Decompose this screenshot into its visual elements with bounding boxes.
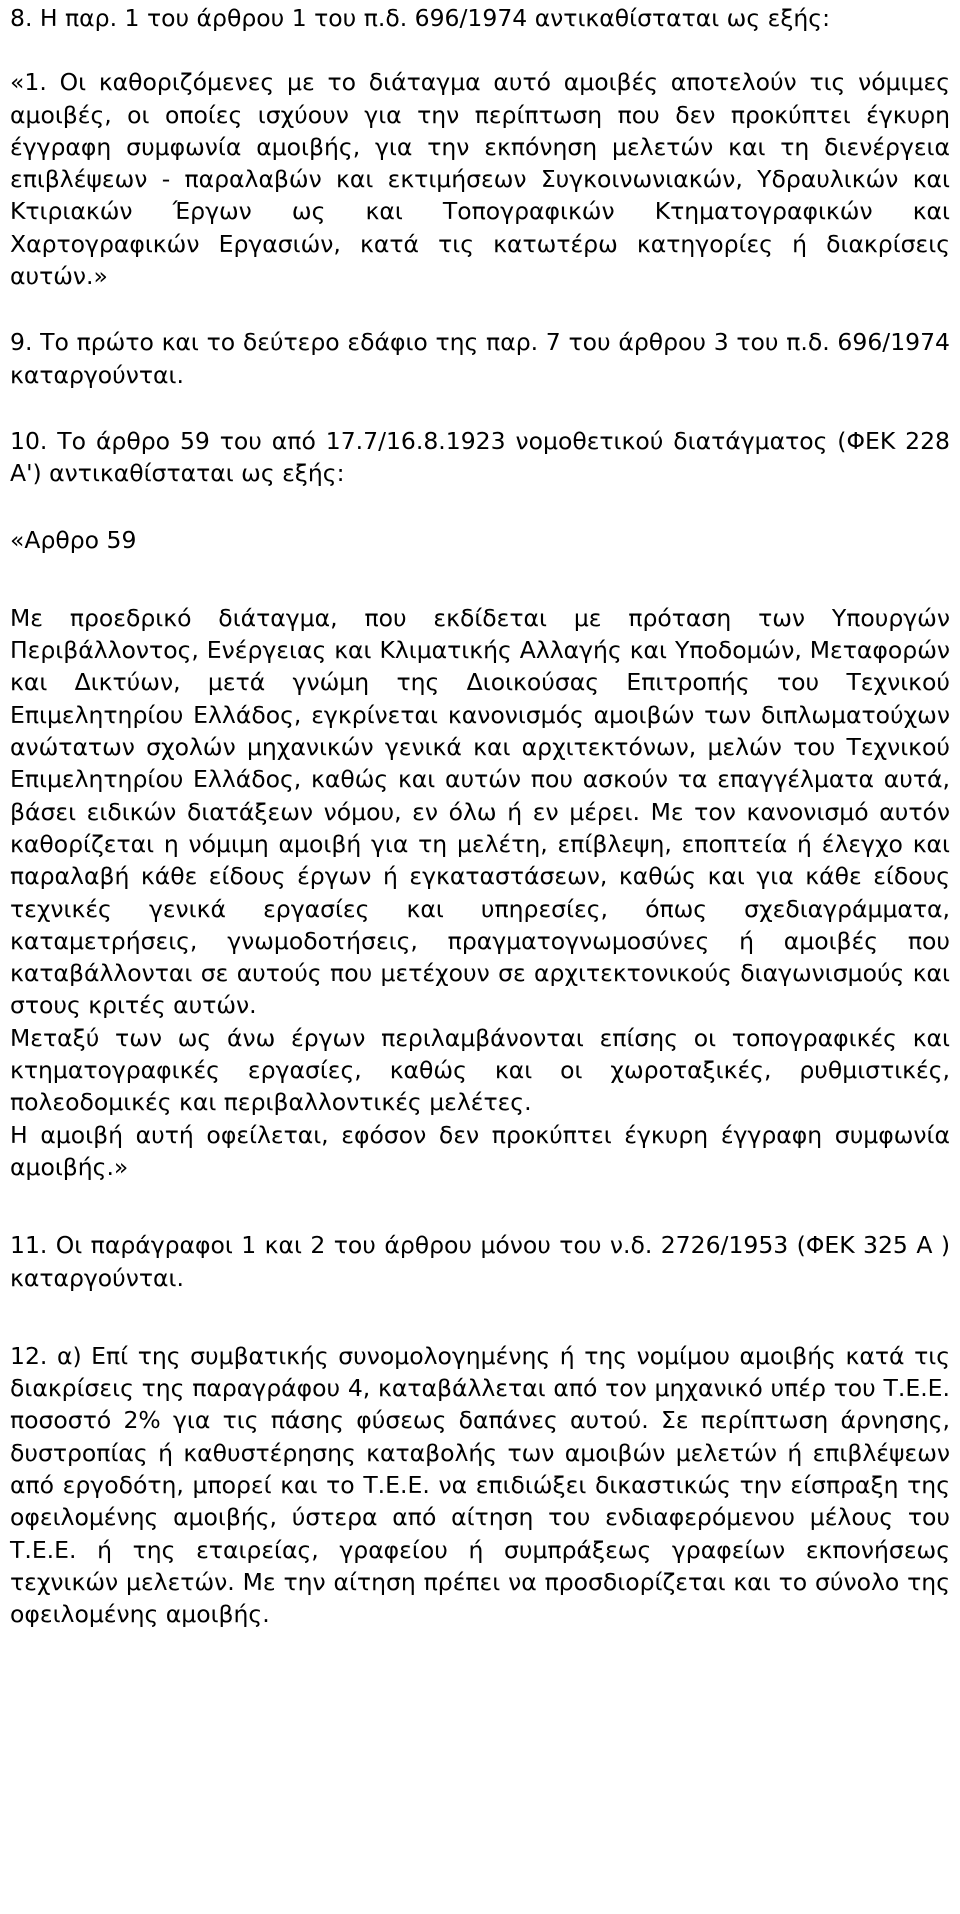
article-59-body-1: Με προεδρικό διάταγμα, που εκδίδεται με πρόταση των Υπουργών Περιβάλλοντος, Ενέργειας και Κλιματικής Αλλαγής και Υποδομών, Μεταφορών και Δικτύων, μετά γνώμη της Διοικούσας Επιτροπής του Τεχνικού Επιμελητηρίου Ελλάδος, εγκρίνεται κανονισμός αμοιβών των διπλωματούχων ανώτατων σχολών μηχανικών γενικά και αρχιτεκτόνων, μελών του Τεχνικού Επιμελητηρίου Ελλάδος, καθώς και αυτών που ασκούν τα επαγγέλματα αυτά, βάσει ειδικών διατάξεων νόμου, εν όλω ή εν μέρει. Με τον κανονισμό αυτόν καθορίζεται η νόμιμη αμοιβή για τη μελέτη, επίβλεψη, εποπτεία ή έλεγχο και παραλαβή κάθε είδους έργων ή εγκαταστάσεων, καθώς και για κάθε είδους τεχνικές γενικά εργασίες και υπηρεσίες, όπως σχεδιαγράμματα, καταμετρήσεις, γνωμοδοτήσεις, πραγματογνωμοσύνες ή αμοιβές που καταβάλλονται σε αυτούς που μετέχουν σε αρχιτεκτονικούς διαγωνισμούς και στους κριτές αυτών. bbox=[10, 603, 950, 1020]
paragraph-9: 9. Το πρώτο και το δεύτερο εδάφιο της παρ. 7 του άρθρου 3 του π.δ. 696/1974 καταργούνται. bbox=[10, 328, 950, 389]
paragraph-8-quote: «1. Οι καθοριζόμενες με το διάταγμα αυτό αμοιβές αποτελούν τις νόμιμες αμοιβές, οι οποίες ισχύουν για την περίπτωση που δεν προκύπτει έγκυρη έγγραφη συμφωνία αμοιβής, για την εκπόνηση μελετών και τη διενέργεια επιβλέψεων - παραλαβών και εκτιμήσεων Συγκοινωνιακών, Υδραυλικών και Κτιριακών Έργων ως και Τοπογραφικών Κτηματογραφικών και Χαρτογραφικών Εργασιών, κατά τις κατωτέρω κατηγορίες ή διακρίσεις αυτών.» bbox=[10, 68, 950, 291]
article-59-title: «Αρθρο 59 bbox=[10, 525, 137, 554]
article-59-body-2: Μεταξύ των ως άνω έργων περιλαμβάνονται επίσης οι τοπογραφικές και κτηματογραφικές εργασίες, καθώς και οι χωροταξικές, ρυθμιστικές, πολεοδομικές και περιβαλλοντικές μελέτες. bbox=[10, 1023, 950, 1117]
document-page bbox=[10, 0, 950, 1630]
article-59-body-3: Η αμοιβή αυτή οφείλεται, εφόσον δεν προκύπτει έγκυρη έγγραφη συμφωνία αμοιβής.» bbox=[10, 1120, 950, 1181]
paragraph-11: 11. Οι παράγραφοι 1 και 2 του άρθρου μόνου του ν.δ. 2726/1953 (ΦΕΚ 325 Α ) καταργούνται. bbox=[10, 1231, 950, 1292]
paragraph-12: 12. α) Επί της συμβατικής συνομολογημένης ή της νομίμου αμοιβής κατά τις διακρίσεις της παραγράφου 4, καταβάλλεται από τον μηχανικό υπέρ του Τ.Ε.Ε. ποσοστό 2% για τις πάσης φύσεως δαπάνες αυτού. Σε περίπτωση άρνησης, δυστροπίας ή καθυστέρησης καταβολής των αμοιβών μελετών ή επιβλέψεων από εργοδότη, μπορεί και το Τ.Ε.Ε. να επιδιώξει δικαστικώς την είσπραξη της οφειλομένης αμοιβής, ύστερα από αίτηση του ενδιαφερόμενου μέλους του Τ.Ε.Ε. ή της εταιρείας, γραφείου ή συμπράξεως γραφείων εκπονήσεως τεχνικών μελετών. Με την αίτηση πρέπει να προσδιορίζεται και το σύνολο της οφειλομένης αμοιβής. bbox=[10, 1341, 950, 1629]
paragraph-8: 8. Η παρ. 1 του άρθρου 1 του π.δ. 696/1974 αντικαθίσταται ως εξής: bbox=[10, 4, 831, 32]
paragraph-10: 10. Το άρθρο 59 του από 17.7/16.8.1923 νομοθετικού διατάγματος (ΦΕΚ 228 Α') αντικαθίσταται ως εξής: bbox=[10, 426, 950, 488]
